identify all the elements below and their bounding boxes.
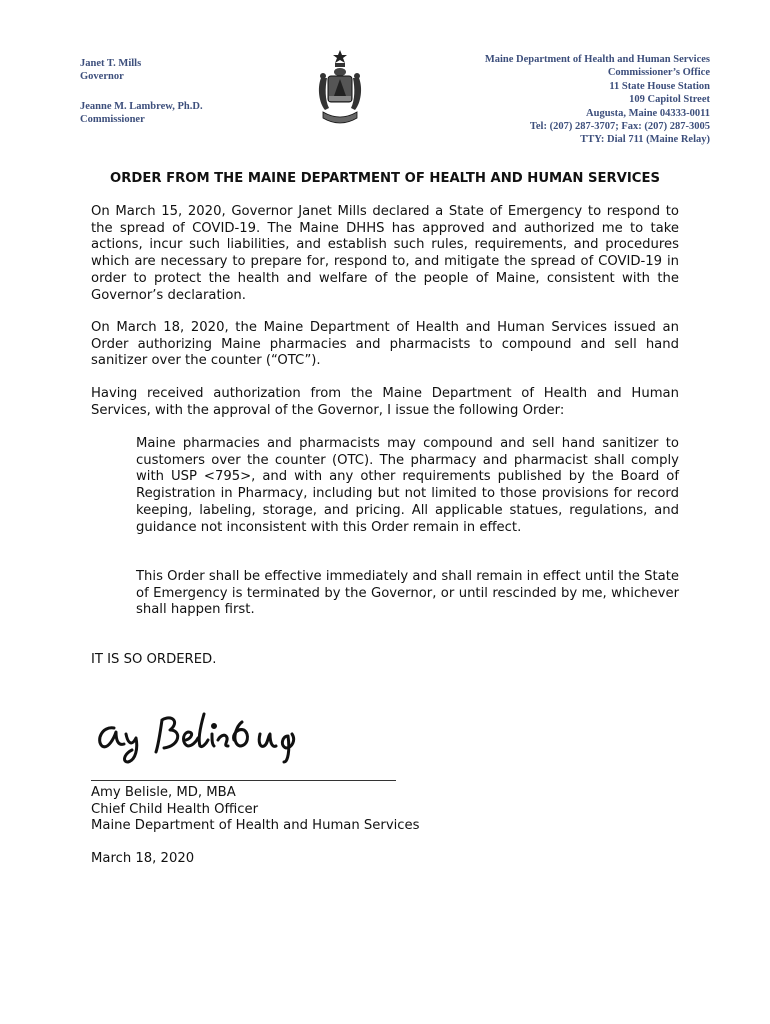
paragraph: On March 15, 2020, Governor Janet Mills declared a State of Emergency to respond to the spread of COVID-19. The Maine DHHS has approved and authorized me to take actions, incur such liabilities, and establish such rules, requirements, and procedures which are necessary to prepare for, respond to, and mitigate the spread of COVID-19 in order to protect the health and welfare of the people of Maine, consistent with the Governor’s declaration. (91, 204, 679, 303)
commissioner-name: Jeanne M. Lambrew, Ph.D. (80, 101, 203, 112)
governor-name: Janet T. Mills (80, 58, 142, 69)
address-line: 109 Capitol Street (629, 94, 710, 106)
signer-name: Amy Belisle, MD, MBA (91, 785, 236, 800)
order-paragraph: This Order shall be effective immediately and shall remain in effect until the State of Emergency is terminated by the Governor, or until rescinded by me, whichever shall happen first. (136, 569, 679, 618)
letterhead-left (80, 57, 280, 126)
governor-title: Governor (80, 71, 124, 82)
address-line: Commissioner’s Office (607, 67, 710, 79)
state-seal-icon (315, 48, 365, 128)
signature-line (91, 780, 396, 781)
address-line: 11 State House Station (609, 80, 710, 92)
closing-statement: IT IS SO ORDERED. (91, 652, 217, 667)
signer-block (91, 785, 420, 835)
handwritten-signature (92, 700, 332, 770)
paragraph: Having received authorization from the Maine Department of Health and Human Services, with the approval of the Governor, I issue the following Order: (91, 386, 679, 418)
address-line: Augusta, Maine 04333-0011 (586, 107, 710, 119)
document-date: March 18, 2020 (91, 851, 195, 866)
letterhead-right (380, 53, 710, 147)
address-line: Tel: (207) 287-3707; Fax: (207) 287-3005 (529, 121, 710, 133)
commissioner-title: Commissioner (80, 114, 145, 125)
signer-organization: Maine Department of Health and Human Services (91, 818, 420, 834)
address-line: Maine Department of Health and Human Services (484, 54, 710, 65)
paragraph: On March 18, 2020, the Maine Department of Health and Human Services issued an Order authorizing Maine pharmacies and pharmacists to compound and sell hand sanitizer over the counter (“OTC”). (91, 320, 679, 369)
document-title: ORDER FROM THE MAINE DEPARTMENT OF HEALTH AND HUMAN SERVICES (110, 171, 660, 186)
address-line: TTY: Dial 711 (Maine Relay) (580, 134, 710, 146)
order-paragraph: Maine pharmacies and pharmacists may compound and sell hand sanitizer to customers over the counter (OTC). The pharmacy and pharmacist shall comply with USP <795>, and with any other requirements published by the Board of Registration in Pharmacy, including but not limited to those provisions for record keeping, labeling, storage, and pricing. All applicable statues, regulations, and guidance not inconsistent with this Order remain in effect. (136, 436, 679, 535)
signer-title: Chief Child Health Officer (91, 801, 259, 817)
